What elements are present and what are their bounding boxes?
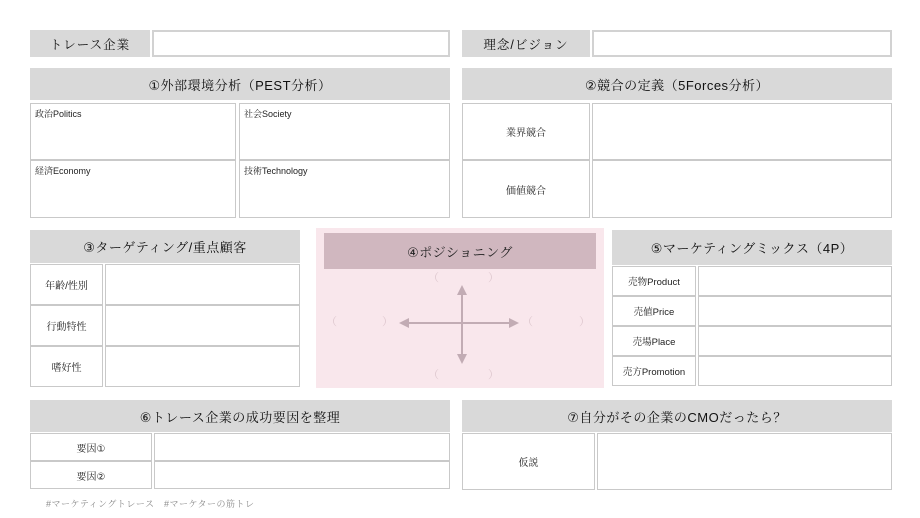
mix-row-product-value[interactable] <box>698 266 892 296</box>
forces-row-value-value[interactable] <box>592 160 892 218</box>
section-mix <box>612 230 892 386</box>
mix-row-price-label: 売値Price <box>612 296 696 326</box>
section-cmo <box>462 400 892 490</box>
mix-row-price-value[interactable] <box>698 296 892 326</box>
pest-cell-economy-label: 経済Economy <box>35 166 91 176</box>
axis-placeholder-right-close: ） <box>579 316 590 328</box>
success-row-1-value[interactable] <box>154 433 450 461</box>
targeting-row-preference-value[interactable] <box>105 346 300 387</box>
positioning-axes <box>316 228 604 388</box>
section-forces <box>462 68 892 218</box>
pest-cell-economy[interactable] <box>30 160 236 218</box>
cmo-row-hypothesis-value[interactable] <box>597 433 892 490</box>
axis-placeholder-right-open: （ <box>522 316 533 328</box>
section-pest-title: ①外部環境分析（PEST分析） <box>30 68 450 100</box>
pest-cell-society-label: 社会Society <box>244 109 292 119</box>
pest-cell-politics[interactable] <box>30 103 236 160</box>
section-targeting <box>30 230 300 387</box>
pest-cell-society[interactable] <box>239 103 450 160</box>
forces-row-value-label: 価値競合 <box>462 160 590 218</box>
success-row-2-label: 要因② <box>30 461 152 489</box>
vision-label: 理念/ビジョン <box>462 30 590 57</box>
targeting-row-age-value[interactable] <box>105 264 300 305</box>
pest-cell-politics-label: 政治Politics <box>35 109 82 119</box>
section-pest <box>30 68 450 218</box>
pest-cell-technology[interactable] <box>239 160 450 218</box>
vision-input[interactable] <box>592 30 892 57</box>
trace-company-label: トレース企業 <box>30 30 150 57</box>
axis-placeholder-bottom-open: （ <box>428 369 439 381</box>
forces-row-industry-label: 業界競合 <box>462 103 590 160</box>
section-forces-title: ②競合の定義（5Forces分析） <box>462 68 892 100</box>
section-positioning-title: ④ポジショニング <box>324 233 596 269</box>
mix-row-place-label: 売場Place <box>612 326 696 356</box>
section-success-title: ⑥トレース企業の成功要因を整理 <box>30 400 450 432</box>
forces-row-industry-value[interactable] <box>592 103 892 160</box>
mix-row-promotion-value[interactable] <box>698 356 892 386</box>
axis-placeholder-bottom-close: ） <box>488 369 499 381</box>
targeting-row-preference-label: 嗜好性 <box>30 346 103 387</box>
section-mix-title: ⑤マーケティングミックス（4P） <box>612 230 892 265</box>
targeting-row-behavior-value[interactable] <box>105 305 300 346</box>
mix-row-promotion-label: 売方Promotion <box>612 356 696 386</box>
section-cmo-title: ⑦自分がその企業のCMOだったら？ <box>462 400 892 432</box>
axis-placeholder-top-open: （ <box>428 272 439 284</box>
mix-row-product-label: 売物Product <box>612 266 696 296</box>
section-success <box>30 400 450 489</box>
footer-hashtags: #マーケティングトレース #マーケターの筋トレ <box>46 499 255 509</box>
targeting-row-age-label: 年齢/性別 <box>30 264 103 305</box>
axis-placeholder-left-open: （ <box>326 316 337 328</box>
mix-row-place-value[interactable] <box>698 326 892 356</box>
section-positioning[interactable] <box>316 228 604 388</box>
pest-cell-technology-label: 技術Technology <box>244 166 308 176</box>
axis-placeholder-top-close: ） <box>488 272 499 284</box>
success-row-2-value[interactable] <box>154 461 450 489</box>
success-row-1-label: 要因① <box>30 433 152 461</box>
axis-placeholder-left-close: ） <box>382 316 393 328</box>
cmo-row-hypothesis-label: 仮説 <box>462 433 595 490</box>
trace-company-input[interactable] <box>152 30 450 57</box>
targeting-row-behavior-label: 行動特性 <box>30 305 103 346</box>
section-targeting-title: ③ターゲティング/重点顧客 <box>30 230 300 263</box>
